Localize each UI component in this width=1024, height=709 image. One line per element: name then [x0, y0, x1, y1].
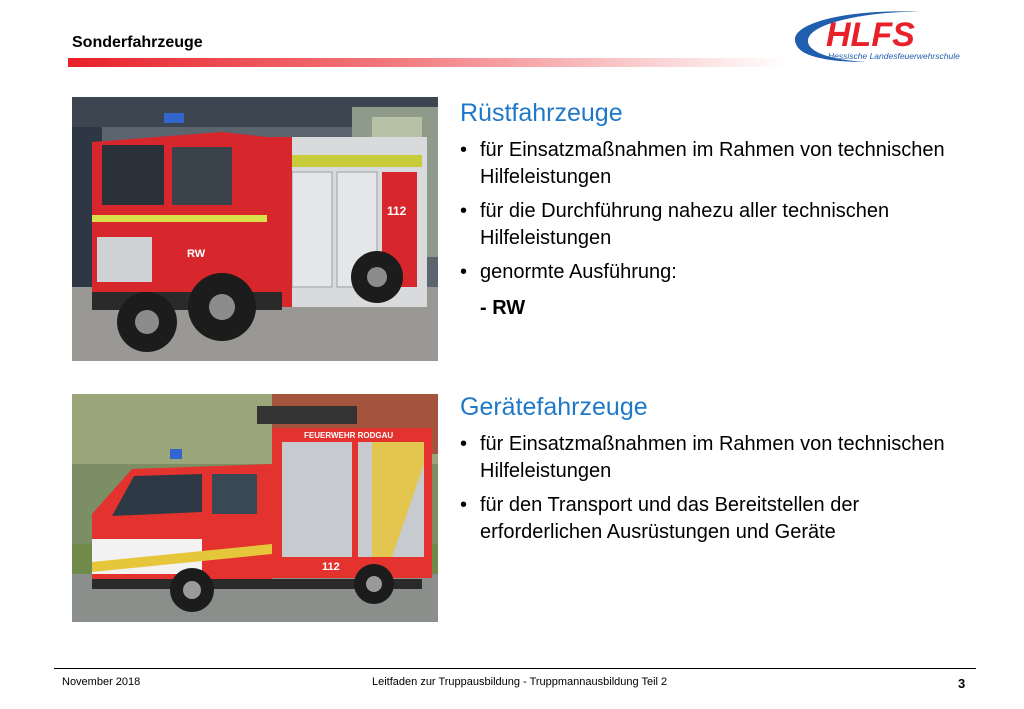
logo-main-text: HLFS: [826, 16, 915, 54]
section-ruestfahrzeuge: [460, 97, 980, 322]
list-item: [460, 259, 980, 286]
list-item: [460, 431, 980, 485]
section-geraetefahrzeuge: [460, 391, 980, 553]
gw-vehicle-photo: [72, 394, 438, 622]
logo-sub-text: Hessische Landesfeuerwehrschule: [828, 51, 960, 61]
rw-vehicle-photo: [72, 97, 438, 361]
page-number: 3: [958, 676, 966, 691]
bullet-text: für den Transport und das Bereitstellen der erforderlichen Ausrüstungen und Geräte: [480, 494, 860, 543]
sub-item-rw: - RW: [480, 297, 526, 319]
list-item: [460, 137, 980, 191]
bullet-icon: •: [460, 494, 468, 516]
bullet-list-ruestfahrzeuge: [460, 137, 980, 286]
bullet-text: für Einsatzmaßnahmen im Rahmen von technischen Hilfeleistungen: [480, 139, 945, 188]
section-title-geraetefahrzeuge: Gerätefahrzeuge: [460, 393, 648, 421]
list-item: [460, 198, 980, 252]
page-header-title: Sonderfahrzeuge: [72, 34, 203, 51]
footer-divider: [54, 668, 976, 669]
gw-emergency-number: 112: [322, 561, 340, 573]
bullet-icon: •: [460, 139, 468, 161]
bullet-text: für Einsatzmaßnahmen im Rahmen von technischen Hilfeleistungen: [480, 433, 945, 482]
bullet-icon: •: [460, 200, 468, 222]
hlfs-logo: [786, 6, 966, 68]
bullet-text: genormte Ausführung:: [480, 261, 677, 283]
footer-date: November 2018: [62, 676, 141, 688]
gw-roof-label: FEUERWEHR RODGAU: [304, 431, 394, 440]
list-item: [460, 492, 980, 546]
section-title-ruestfahrzeuge: Rüstfahrzeuge: [460, 99, 623, 127]
rw-emergency-number: 112: [387, 204, 407, 218]
bullet-icon: •: [460, 433, 468, 455]
header-gradient-bar: [68, 58, 788, 67]
bullet-icon: •: [460, 261, 468, 283]
bullet-text: für die Durchführung nahezu aller technischen Hilfeleistungen: [480, 200, 890, 249]
rw-door-label: RW: [187, 248, 206, 260]
footer-title: Leitfaden zur Truppausbildung - Truppmannausbildung Teil 2: [372, 676, 668, 688]
bullet-list-geraetefahrzeuge: [460, 431, 980, 546]
